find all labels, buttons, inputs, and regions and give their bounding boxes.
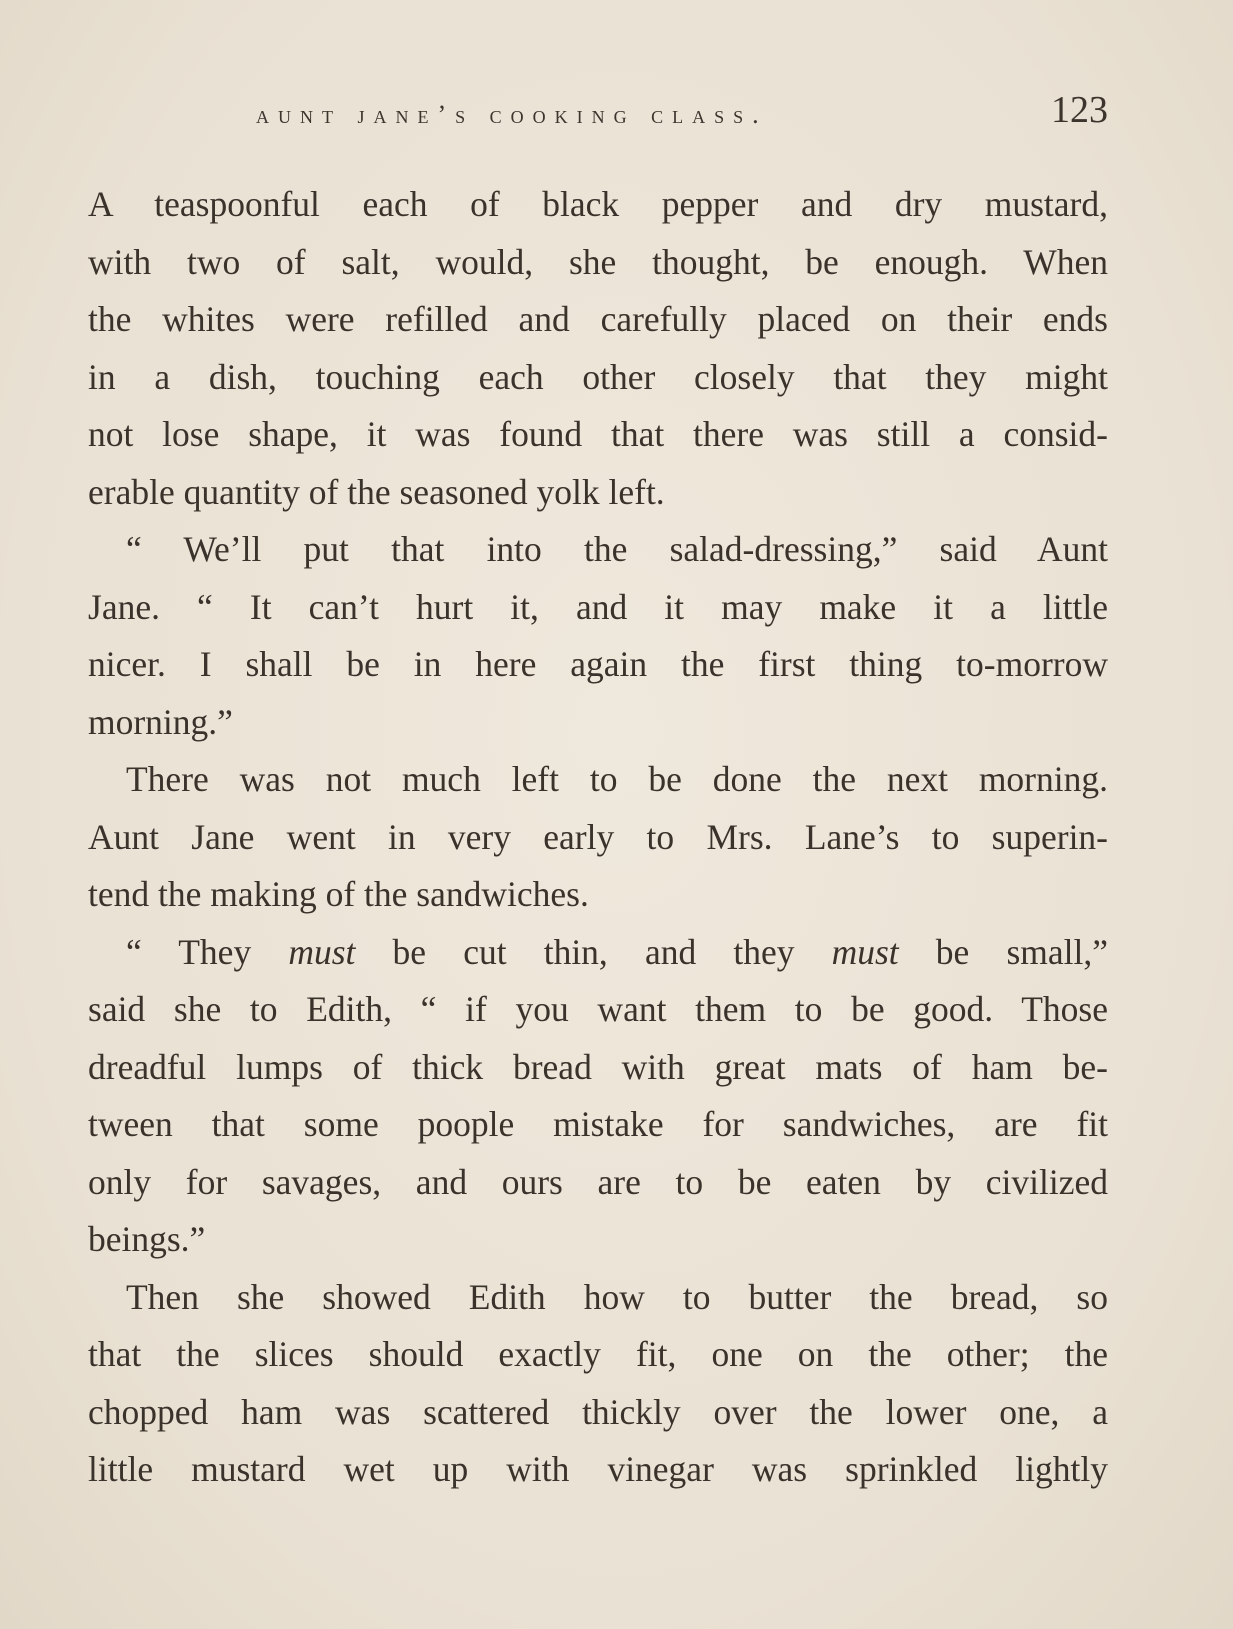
text-line: erable quantity of the seasoned yolk left. xyxy=(88,471,665,512)
text-line: that the slices should exactly fit, one on the other; the xyxy=(88,1334,1108,1374)
text-line: chopped ham was scattered thickly over the lower one, a xyxy=(88,1391,1108,1432)
text-line: nicer. I shall be in here again the first thing to-morrow xyxy=(88,644,1108,684)
text-line: A teaspoonful each of black pepper and dry mustard, xyxy=(88,184,1108,224)
italic-emphasis: must xyxy=(831,931,899,972)
text-line: only for savages, and ours are to be eaten by civilized xyxy=(88,1161,1108,1202)
text-line: There was not much left to be done the next morning. xyxy=(126,759,1108,799)
text-line: tend the making of the sandwiches. xyxy=(88,874,589,914)
running-title: aunt jane’s cooking class. xyxy=(256,100,768,129)
body-text xyxy=(88,176,1108,1499)
text-line: tween that some poople mistake for sandwiches, are fit xyxy=(88,1104,1108,1144)
paragraph xyxy=(88,521,1108,751)
text-line: little mustard wet up with vinegar was sprinkled lightly xyxy=(88,1449,1108,1489)
text-segment: be cut thin, and they xyxy=(355,931,832,972)
text-line: “ We’ll put that into the salad-dressing,” said Aunt xyxy=(126,529,1108,569)
text-line: the whites were refilled and carefully placed on their ends xyxy=(88,299,1108,339)
text-line: dreadful lumps of thick bread with great mats of ham be- xyxy=(88,1046,1108,1087)
italic-emphasis: must xyxy=(288,931,356,972)
paragraph xyxy=(88,176,1108,521)
paragraph xyxy=(88,1269,1108,1499)
text-line: beings.” xyxy=(88,1219,206,1259)
text-segment: be small,” xyxy=(898,931,1108,972)
running-head xyxy=(88,88,1108,138)
text-line xyxy=(88,924,1108,982)
text-line: Aunt Jane went in very early to Mrs. Lane’s to superin- xyxy=(88,816,1108,857)
page-number: 123 xyxy=(1051,89,1108,131)
text-line: with two of salt, would, she thought, be enough. When xyxy=(88,241,1108,282)
text-line: in a dish, touching each other closely that they might xyxy=(88,356,1108,397)
paragraph xyxy=(88,751,1108,924)
text-line: said she to Edith, “ if you want them to be good. Those xyxy=(88,989,1108,1029)
text-line: Jane. “ It can’t hurt it, and it may make it a little xyxy=(88,586,1108,627)
paragraph xyxy=(88,924,1108,1269)
text-line: morning.” xyxy=(88,701,233,742)
text-segment: “ They xyxy=(126,931,289,972)
text-line: Then she showed Edith how to butter the bread, so xyxy=(126,1276,1108,1317)
text-line: not lose shape, it was found that there was still a consid- xyxy=(88,414,1108,454)
